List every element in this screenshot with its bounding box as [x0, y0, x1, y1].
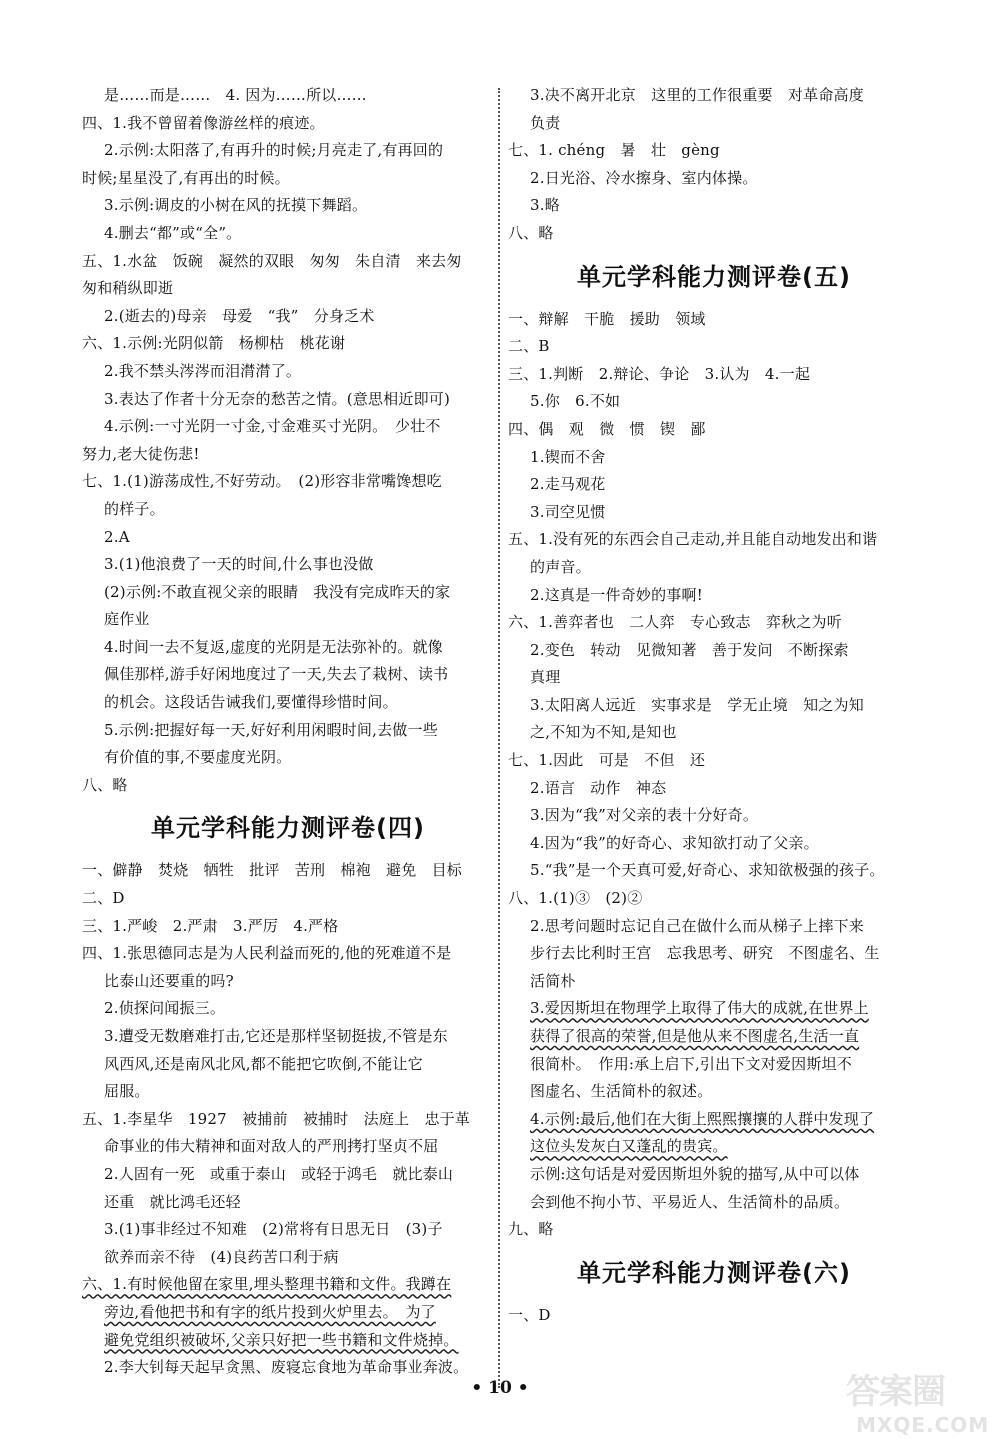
answer-line: [82, 468, 494, 496]
answer-text: 屈服。: [104, 1082, 150, 1101]
answer-text: 时候;星星没了,有再出的时候。: [82, 168, 290, 187]
page-number: • 10 •: [471, 1378, 529, 1398]
answer-text: 八、略: [82, 775, 128, 794]
answer-text: 命事业的伟大精神和面对敌人的严刑拷打坚贞不屈: [104, 1137, 439, 1156]
answer-text: 2.这真是一件奇妙的事啊!: [530, 585, 703, 604]
answer-line: [508, 913, 920, 941]
answer-text: 六、1.有时候他留在家里,埋头整理书籍和文件。我蹲在: [82, 1275, 452, 1294]
answer-text: 五、1.李星华 1927 被捕前 被捕时 法庭上 忠于革: [82, 1109, 471, 1128]
answer-text: 2.人固有一死 或重于泰山 或轻于鸿毛 就比泰山: [104, 1164, 454, 1183]
answer-line: [508, 499, 920, 527]
answer-line: [82, 913, 494, 941]
answer-line: [508, 554, 920, 582]
answer-line: [82, 165, 494, 193]
answer-line: [82, 192, 494, 220]
answer-text: 2.我不禁头涔涔而泪潸潸了。: [104, 361, 302, 380]
answer-line: [82, 885, 494, 913]
answer-text: 的机会。这段话告诫我们,要懂得珍惜时间。: [104, 693, 398, 712]
answer-line: [508, 609, 920, 637]
answer-text: 之,不知为不知,是知也: [530, 723, 677, 742]
answer-text: 5.你 6.不如: [530, 392, 621, 411]
answer-text: 步行去比利时王宫 忘我思考、研究 不图虚名、生: [530, 944, 880, 963]
answer-line: [508, 664, 920, 692]
answer-text: 会到他不拘小节、平易近人、生活简朴的品质。: [530, 1192, 850, 1211]
answer-text: 5.“我”是一个天真可爱,好奇心、求知欲极强的孩子。: [530, 861, 885, 880]
answer-text: 4.因为“我”的好奇心、求知欲打动了父亲。: [530, 833, 819, 852]
answer-text: 活简朴: [530, 971, 576, 990]
answer-line: [82, 1216, 494, 1244]
answer-text: 3.太阳离人远近 实事求是 学无止境 知之为知: [530, 695, 864, 714]
answer-line: [82, 1051, 494, 1079]
answer-text: 2.(逝去的)母亲 母爱 “我” 分身乏术: [104, 306, 375, 325]
answer-line: [82, 358, 494, 386]
answer-line: [508, 1023, 920, 1051]
answer-line: [82, 1078, 494, 1106]
answer-text: 五、1.没有死的东西会自己走动,并且能自动地发出和谐: [508, 530, 878, 549]
answer-text: 3.因为“我”对父亲的表十分好奇。: [530, 806, 759, 825]
answer-line: [82, 772, 494, 800]
answer-line: [508, 582, 920, 610]
answer-text: 匆和稍纵即逝: [82, 279, 174, 298]
answer-text: 示例:这句话是对爱因斯坦外貌的描写,从中可以体: [530, 1164, 860, 1183]
answer-line: [508, 940, 920, 968]
answer-line: [508, 719, 920, 747]
answer-line: [82, 303, 494, 331]
answer-text: 八、1.(1)③ (2)②: [508, 889, 643, 908]
answer-text: 比泰山还要重的吗?: [104, 971, 234, 990]
answer-line: [508, 110, 920, 138]
answer-line: [82, 968, 494, 996]
answer-line: [508, 1106, 920, 1134]
answer-line: [508, 775, 920, 803]
answer-line: [82, 1271, 494, 1299]
answer-text: 3.遭受无数磨难打击,它还是那样坚韧挺拔,不管是东: [104, 1027, 448, 1045]
answer-text: 佩佳那样,游手好闲地度过了一天,失去了栽树、读书: [104, 665, 449, 684]
answer-text: 四、1.张思德同志是为人民利益而死的,他的死难道不是: [82, 944, 452, 963]
answer-line: [82, 386, 494, 414]
answer-text: 一、辩解 干脆 援助 领域: [508, 309, 706, 328]
answer-text: 四、1.我不曾留着像游丝样的痕迹。: [82, 113, 325, 132]
answer-line: [82, 1189, 494, 1217]
answer-text: 旁边,看他把书和有字的纸片投到火炉里去。 为了: [104, 1302, 436, 1321]
answer-text: 3.示例:调皮的小树在风的抚摸下舞蹈。: [104, 196, 368, 215]
answer-line: [508, 82, 920, 110]
answer-line: [82, 413, 494, 441]
answer-line: [82, 496, 494, 524]
answer-text: 的声音。: [530, 557, 591, 576]
answer-line: [508, 968, 920, 996]
answer-line: [508, 165, 920, 193]
answer-text: 3.(1)事非经过不知难 (2)常将有日思无日 (3)子: [104, 1220, 443, 1239]
answer-text: 4.时间一去不复返,虚度的光阴是无法弥补的。就像: [104, 637, 443, 656]
answer-text: 3.爱因斯坦在物理学上取得了伟大的成就,在世界上: [530, 999, 869, 1018]
answer-text: 欲养而亲不待 (4)良药苦口利于病: [104, 1247, 339, 1266]
answer-text: 七、1. chéng 暑 壮 gèng: [508, 141, 720, 160]
answer-line: [82, 744, 494, 772]
answer-line: [82, 1161, 494, 1189]
answer-line: [82, 1327, 494, 1355]
answer-text: 努力,老大徒伤悲!: [82, 444, 200, 463]
answer-text: 九、略: [508, 1220, 554, 1239]
answer-line: [508, 1133, 920, 1161]
answer-line: [508, 416, 920, 444]
answer-line: [508, 1189, 920, 1217]
answer-text: 一、D: [508, 1305, 551, 1324]
answer-line: [508, 192, 920, 220]
answer-line: [508, 830, 920, 858]
answer-line: [508, 526, 920, 554]
answer-text: 负责: [530, 113, 561, 132]
answer-line: [508, 388, 920, 416]
answer-line: [82, 110, 494, 138]
answer-text: 风西风,还是南风北风,都不能把它吹倒,不能让它: [104, 1054, 423, 1073]
section-heading: 单元学科能力测评卷(六): [577, 1258, 851, 1287]
answer-text: 3.司空见惯: [530, 502, 606, 521]
answer-text: 五、1.水盆 饭碗 凝然的双眼 匆匆 朱自清 来去匆: [82, 251, 462, 270]
answer-text: 3.表达了作者十分无奈的愁苦之情。(意思相近即可): [104, 389, 451, 408]
answer-line: [508, 637, 920, 665]
answer-line: [82, 275, 494, 303]
answer-line: [82, 857, 494, 885]
answer-line: [508, 306, 920, 334]
column-divider: [498, 88, 500, 1388]
answer-text: 的样子。: [104, 499, 165, 518]
answer-text: 2.李大钊每天起早贪黑、废寝忘食地为革命事业奔波。: [104, 1358, 469, 1377]
answer-line: [82, 82, 494, 110]
answer-line: [508, 802, 920, 830]
answer-line: [508, 220, 920, 248]
answer-text: 二、D: [82, 889, 125, 908]
watermark-bottom-text: MXQE.COM: [856, 1413, 990, 1437]
answer-text: 3.决不离开北京 这里的工作很重要 对革命高度: [530, 86, 864, 104]
answer-line: [508, 361, 920, 389]
answer-line: [82, 995, 494, 1023]
answer-line: [508, 747, 920, 775]
answer-line: [508, 885, 920, 913]
answer-text: 2.思考问题时忘记自己在做什么而从梯子上摔下来: [530, 916, 864, 935]
answer-line: [82, 551, 494, 579]
answer-text: 一、僻静 焚烧 牺牲 批评 苦刑 棉袍 避免 目标: [82, 861, 463, 880]
answer-text: 图虚名、生活简朴的叙述。: [530, 1082, 713, 1101]
answer-text: 4.示例:一寸光阴一寸金,寸金难买寸光阴。 少壮不: [104, 417, 441, 436]
section-heading: 单元学科能力测评卷(五): [577, 262, 851, 291]
answer-text: 获得了很高的荣誉,但是他从来不图虚名,生活一直: [530, 1027, 860, 1045]
answer-line: [82, 689, 494, 717]
answer-line: [82, 248, 494, 276]
answer-text: 三、1.严峻 2.严肃 3.严厉 4.严格: [82, 916, 339, 935]
answer-text: 七、1.因此 可是 不但 还: [508, 751, 706, 770]
watermark-top-text: 答案圈: [846, 1372, 945, 1412]
answer-line: [82, 717, 494, 745]
answer-text: 六、1.示例:光阴似箭 杨柳枯 桃花谢: [82, 334, 346, 353]
answer-text: 还重 就比鸿毛还轻: [104, 1192, 241, 1211]
answer-text: 2.语言 动作 神态: [530, 778, 667, 797]
answer-text: 1.锲而不舍: [530, 447, 606, 466]
answer-line: [508, 1216, 920, 1244]
answer-line: [508, 333, 920, 361]
answer-text: 2.A: [104, 527, 130, 546]
answer-line: [508, 692, 920, 720]
answer-line: [508, 1161, 920, 1189]
answer-line: [82, 579, 494, 607]
left-column: [82, 82, 494, 1382]
answer-line: [82, 441, 494, 469]
answer-text: 3.(1)他浪费了一天的时间,什么事也没做: [104, 555, 374, 574]
answer-text: 二、B: [508, 337, 550, 356]
answer-line: [508, 1051, 920, 1079]
answer-line: [82, 330, 494, 358]
right-column: [508, 82, 920, 1329]
answer-line: [82, 1244, 494, 1272]
answer-text: 七、1.(1)游荡成性,不好劳动。 (2)形容非常嘴馋想吃: [82, 472, 442, 491]
answer-line: [82, 940, 494, 968]
answer-text: 八、略: [508, 223, 554, 242]
answer-line: [508, 471, 920, 499]
answer-text: 4.示例:最后,他们在大街上熙熙攘攘的人群中发现了: [530, 1109, 875, 1128]
answer-text: 有价值的事,不要虚度光阴。: [104, 748, 292, 767]
answer-line: [82, 1106, 494, 1134]
answer-text: 4.删去“都”或“全”。: [104, 223, 242, 242]
answer-text: 2.示例:太阳落了,有再升的时候;月亮走了,有再回的: [104, 141, 444, 160]
answer-line: [508, 137, 920, 165]
answer-line: [82, 220, 494, 248]
answer-line: [82, 137, 494, 165]
answer-text: 是……而是…… 4. 因为……所以……: [104, 86, 367, 104]
answer-line: [508, 857, 920, 885]
answer-line: [508, 1302, 920, 1330]
answer-text: 3.略: [530, 196, 560, 215]
answer-line: [508, 444, 920, 472]
answer-text: 很简朴。 作用:承上启下,引出下文对爱因斯坦不: [530, 1054, 852, 1073]
answer-line: [508, 1078, 920, 1106]
answer-text: 四、偶 观 微 惯 锲 鄙: [508, 419, 706, 438]
section-heading: 单元学科能力测评卷(四): [151, 814, 425, 843]
answer-line: [82, 1023, 494, 1051]
answer-text: 2.走马观花: [530, 475, 606, 494]
answer-text: 庭作业: [104, 610, 150, 629]
answer-text: 2.侦探问闻振三。: [104, 999, 226, 1018]
answer-text: (2)示例:不敢直视父亲的眼睛 我没有完成昨天的家: [104, 582, 451, 601]
answer-text: 这位头发灰白又蓬乱的贵宾。: [530, 1137, 728, 1156]
answer-line: [82, 1299, 494, 1327]
answer-line: [82, 1133, 494, 1161]
answer-text: 2.日光浴、冷水擦身、室内体操。: [530, 168, 758, 187]
answer-text: 2.变色 转动 见微知著 善于发问 不断探索: [530, 640, 849, 659]
answer-text: 六、1.善弈者也 二人弈 专心致志 弈秋之为听: [508, 613, 842, 632]
answer-line: [82, 606, 494, 634]
answer-line: [82, 634, 494, 662]
answer-text: 三、1.判断 2.辩论、争论 3.认为 4.一起: [508, 364, 811, 383]
answer-text: 避免党组织被破坏,父亲只好把一些书籍和文件烧掉。: [104, 1330, 459, 1349]
answer-text: 真理: [530, 668, 561, 687]
watermark-logo: [846, 1372, 990, 1444]
answer-line: [82, 661, 494, 689]
answer-text: 5.示例:把握好每一天,好好利用闲暇时间,去做一些: [104, 720, 438, 739]
answer-line: [508, 995, 920, 1023]
answer-line: [82, 524, 494, 552]
